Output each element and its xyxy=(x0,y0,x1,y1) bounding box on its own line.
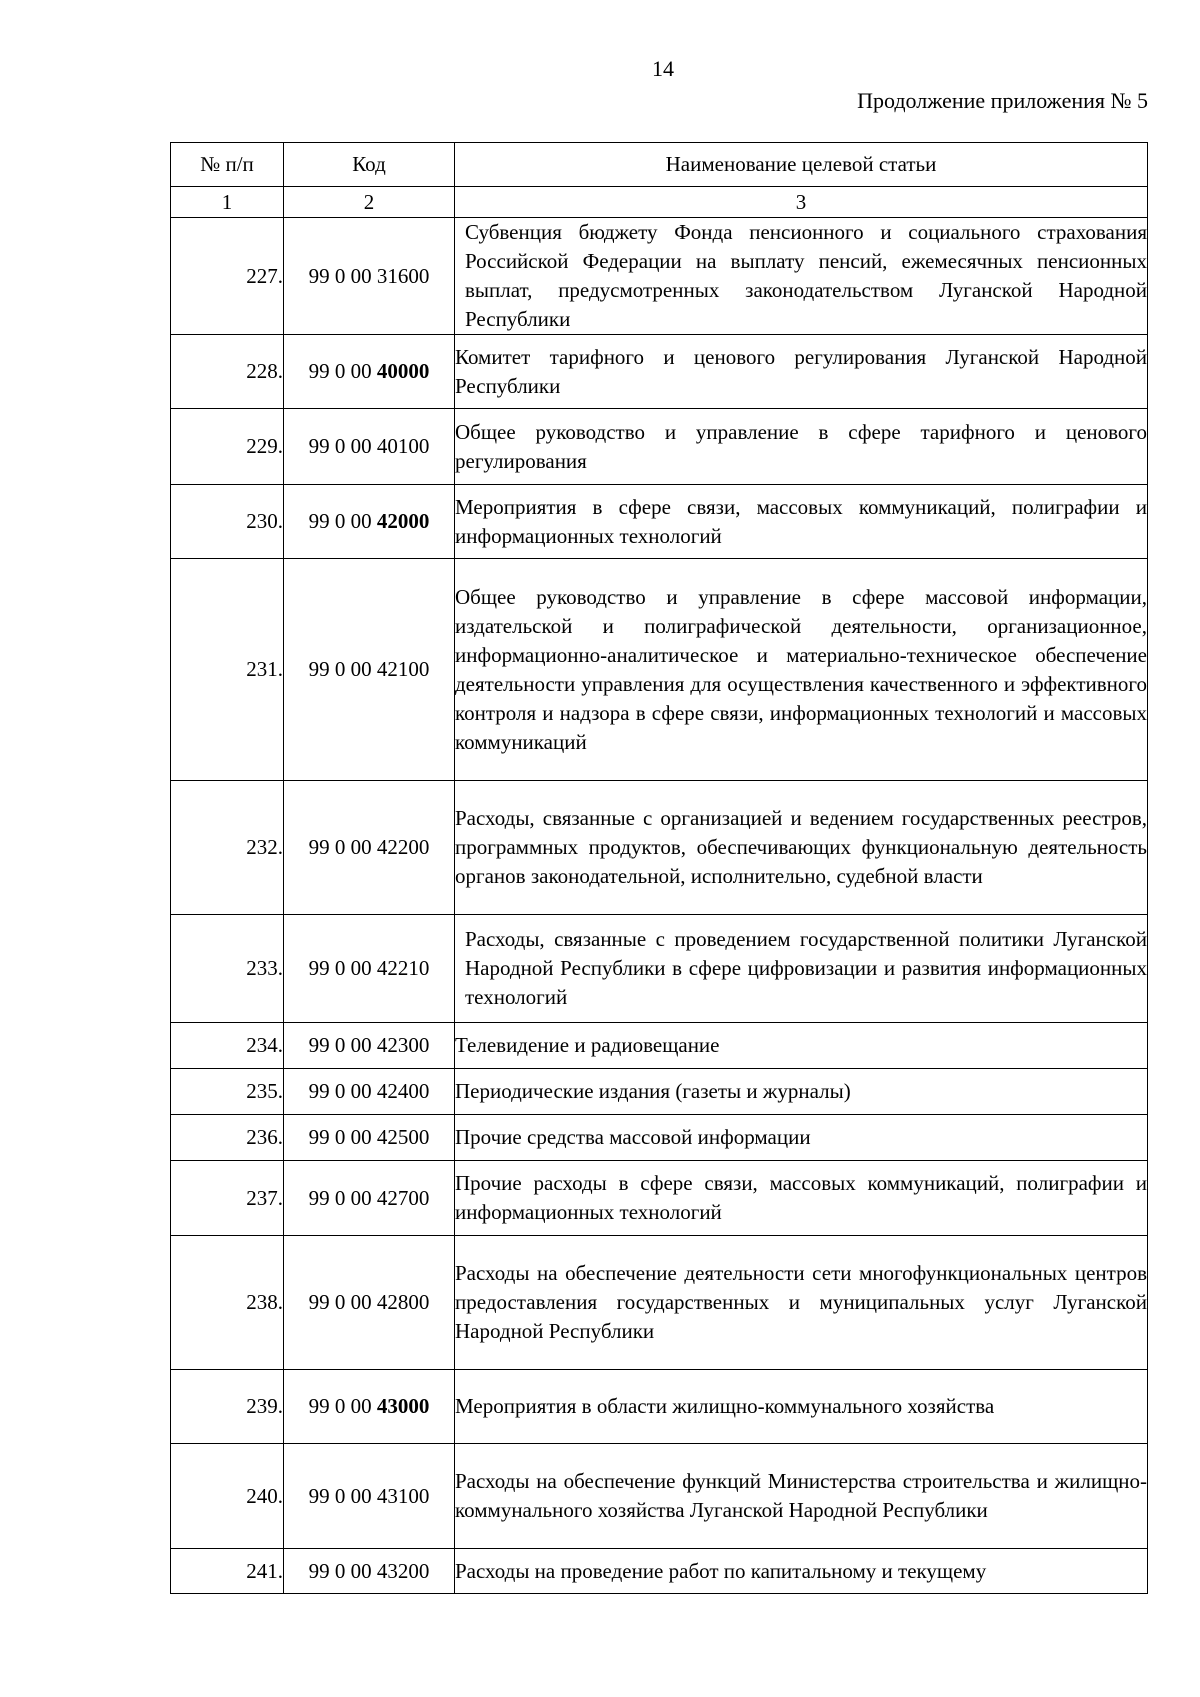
row-code xyxy=(284,409,455,485)
table-row xyxy=(171,559,1148,781)
table-header-row xyxy=(171,143,1148,187)
code-suffix: 31600 xyxy=(376,263,430,288)
table-row xyxy=(171,1023,1148,1069)
row-number: 227. xyxy=(171,218,284,335)
code-prefix: 99 0 00 xyxy=(308,263,377,288)
table-row xyxy=(171,409,1148,485)
code-prefix: 99 0 00 xyxy=(308,1125,377,1149)
row-number: 237. xyxy=(171,1161,284,1236)
row-number: 236. xyxy=(171,1115,284,1161)
row-name: Субвенция бюджету Фонда пенсионного и социального страхования Российской Федерации на выплату пенсий, ежемесячных пенсионных выплат, предусмотренных законодательством Луганской Народной Республики xyxy=(455,218,1148,335)
row-number: 239. xyxy=(171,1370,284,1444)
table-row xyxy=(171,915,1148,1023)
row-code xyxy=(284,1444,455,1549)
code-suffix: 42800 xyxy=(376,1290,430,1314)
row-code xyxy=(284,559,455,781)
row-name: Комитет тарифного и ценового регулирования Луганской Народной Республики xyxy=(455,335,1148,409)
row-name: Мероприятия в сфере связи, массовых коммуникаций, полиграфии и информационных технологий xyxy=(455,485,1148,559)
code-suffix: 43000 xyxy=(376,1394,430,1418)
row-code xyxy=(284,1549,455,1594)
row-name: Расходы на проведение работ по капитальному и текущему xyxy=(455,1549,1148,1594)
table-row xyxy=(171,1444,1148,1549)
table-row xyxy=(171,1069,1148,1115)
page-number: 14 xyxy=(652,56,674,81)
row-name: Прочие расходы в сфере связи, массовых коммуникаций, полиграфии и информационных технологий xyxy=(455,1161,1148,1236)
row-code xyxy=(284,1370,455,1444)
row-number: 241. xyxy=(171,1549,284,1594)
code-prefix: 99 0 00 xyxy=(308,1558,377,1583)
row-number: 234. xyxy=(171,1023,284,1069)
row-code xyxy=(284,1236,455,1370)
code-prefix: 99 0 00 xyxy=(308,1079,377,1103)
row-name: Расходы на обеспечение функций Министерства строительства и жилищно-коммунального хозяйства Луганской Народной Республики xyxy=(455,1444,1148,1549)
row-name: Телевидение и радиовещание xyxy=(455,1023,1148,1069)
table-row xyxy=(171,1370,1148,1444)
column-index-row xyxy=(171,187,1148,218)
row-name: Расходы, связанные с организацией и ведением государственных реестров, программных продуктов, обеспечивающих функциональную деятельность органов законодательной, исполнительно, судебной власти xyxy=(455,781,1148,915)
row-number: 231. xyxy=(171,559,284,781)
row-name: Прочие средства массовой информации xyxy=(455,1115,1148,1161)
code-prefix: 99 0 00 xyxy=(308,509,377,533)
code-prefix: 99 0 00 xyxy=(308,1185,377,1210)
row-number: 235. xyxy=(171,1069,284,1115)
code-prefix: 99 0 00 xyxy=(308,956,377,980)
row-name: Общее руководство и управление в сфере тарифного и ценового регулирования xyxy=(455,409,1148,485)
code-suffix: 43200 xyxy=(376,1558,430,1583)
row-code xyxy=(284,915,455,1023)
code-suffix: 43100 xyxy=(376,1483,430,1508)
code-prefix: 99 0 00 xyxy=(308,657,377,681)
row-number: 230. xyxy=(171,485,284,559)
code-prefix: 99 0 00 xyxy=(308,1290,377,1314)
code-suffix: 42400 xyxy=(376,1079,430,1103)
row-code xyxy=(284,335,455,409)
row-code xyxy=(284,781,455,915)
code-prefix: 99 0 00 xyxy=(308,1483,377,1508)
code-suffix: 42200 xyxy=(376,835,430,859)
row-code xyxy=(284,218,455,335)
row-code xyxy=(284,1115,455,1161)
table-row xyxy=(171,1549,1148,1594)
column-header-name: Наименование целевой статьи xyxy=(455,143,1148,187)
table-row xyxy=(171,218,1148,335)
code-prefix: 99 0 00 xyxy=(308,359,377,383)
code-suffix: 42100 xyxy=(376,657,430,681)
row-number: 232. xyxy=(171,781,284,915)
code-suffix: 42000 xyxy=(376,509,430,533)
table-row xyxy=(171,485,1148,559)
table-row xyxy=(171,781,1148,915)
code-suffix: 42500 xyxy=(376,1125,430,1149)
row-code xyxy=(284,1069,455,1115)
row-number: 233. xyxy=(171,915,284,1023)
row-name: Периодические издания (газеты и журналы) xyxy=(455,1069,1148,1115)
row-name: Расходы, связанные с проведением государственной политики Луганской Народной Республики в сфере цифровизации и развития информационных технологий xyxy=(455,915,1148,1023)
code-suffix: 40000 xyxy=(376,359,430,383)
table-row xyxy=(171,335,1148,409)
row-number: 238. xyxy=(171,1236,284,1370)
column-index-1: 1 xyxy=(171,187,284,218)
code-prefix: 99 0 00 xyxy=(308,434,377,458)
row-name: Расходы на обеспечение деятельности сети многофункциональных центров предоставления государственных и муниципальных услуг Луганской Народной Республики xyxy=(455,1236,1148,1370)
table-row xyxy=(171,1115,1148,1161)
code-prefix: 99 0 00 xyxy=(308,835,377,859)
column-header-number: № п/п xyxy=(171,143,284,187)
code-suffix: 42700 xyxy=(376,1185,430,1210)
row-code xyxy=(284,485,455,559)
code-prefix: 99 0 00 xyxy=(308,1394,377,1418)
continuation-label: Продолжение приложения № 5 xyxy=(857,88,1148,113)
table-row xyxy=(171,1161,1148,1236)
column-index-3: 3 xyxy=(455,187,1148,218)
row-number: 229. xyxy=(171,409,284,485)
code-suffix: 42300 xyxy=(376,1033,430,1057)
column-index-2: 2 xyxy=(284,187,455,218)
row-code xyxy=(284,1023,455,1069)
row-number: 240. xyxy=(171,1444,284,1549)
column-header-code: Код xyxy=(284,143,455,187)
target-articles-table xyxy=(170,142,1148,1594)
row-name: Мероприятия в области жилищно-коммунального хозяйства xyxy=(455,1370,1148,1444)
row-number: 228. xyxy=(171,335,284,409)
row-code xyxy=(284,1161,455,1236)
row-name: Общее руководство и управление в сфере массовой информации, издательской и полиграфической деятельности, организационное, информационно-аналитическое и материально-техническое обеспечение деятельности управления для осуществления качественного и эффективного контроля и надзора в сфере связи, информационных технологий и массовых коммуникаций xyxy=(455,559,1148,781)
code-suffix: 40100 xyxy=(376,434,430,458)
code-suffix: 42210 xyxy=(376,956,430,980)
code-prefix: 99 0 00 xyxy=(308,1033,377,1057)
table-row xyxy=(171,1236,1148,1370)
